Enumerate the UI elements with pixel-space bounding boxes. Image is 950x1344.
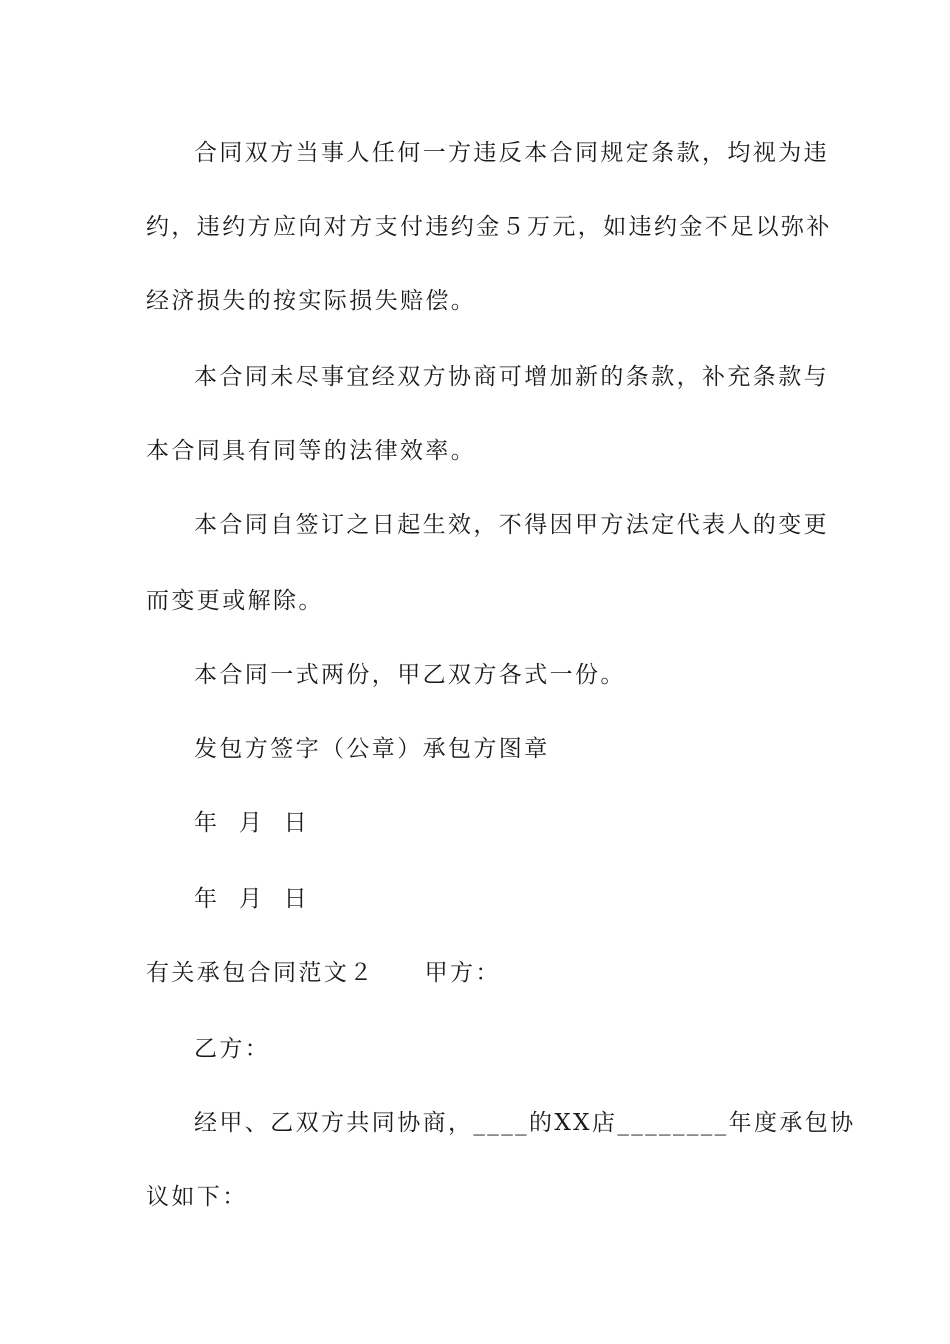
effective-clause-line-2: 而变更或解除。: [146, 588, 324, 614]
date-line-2: 年 月 日: [194, 886, 310, 912]
section-heading: 有关承包合同范文２: [146, 960, 375, 986]
effective-clause-line-1: 本合同自签订之日起生效，不得因甲方法定代表人的变更: [194, 512, 829, 538]
copies-clause: 本合同一式两份，甲乙双方各式一份。: [194, 662, 626, 688]
party-a-label: 甲方：: [424, 960, 501, 986]
breach-clause-line-3: 经济损失的按实际损失赔偿。: [146, 288, 477, 314]
breach-clause-line-1: 合同双方当事人任何一方违反本合同规定条款，均视为违: [194, 140, 829, 166]
supplement-clause-line-1: 本合同未尽事宜经双方协商可增加新的条款，补充条款与: [194, 364, 829, 390]
breach-clause-line-2: 约，违约方应向对方支付违约金５万元，如违约金不足以弥补: [146, 214, 832, 240]
signature-line: 发包方签字（公章）承包方图章: [194, 736, 550, 762]
date-line-1: 年 月 日: [194, 810, 310, 836]
section-heading-row: [146, 958, 501, 988]
supplement-clause-line-2: 本合同具有同等的法律效率。: [146, 438, 477, 464]
agreement-line-2: 议如下：: [146, 1184, 248, 1210]
party-b-label: 乙方：: [194, 1036, 271, 1062]
agreement-line-1: 经甲、乙双方共同协商，____的XX店________年度承包协: [194, 1110, 856, 1136]
